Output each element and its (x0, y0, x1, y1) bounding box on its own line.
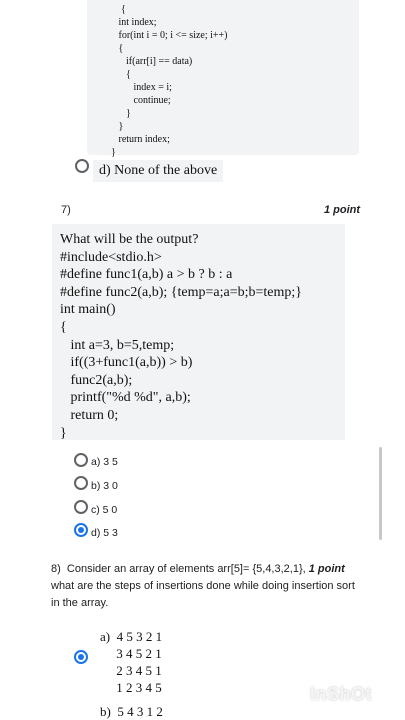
question-8-points: 1 point (308, 563, 345, 575)
option-a-label: a) 3 5 (91, 456, 118, 468)
option-b-radio[interactable] (74, 476, 88, 490)
question-7-number: 7) (61, 204, 71, 216)
option-d-label: d) 5 3 (91, 527, 118, 539)
question-8-option-a-text: a) 4 5 3 2 1 3 4 5 2 1 2 3 4 5 1 1 2 3 4 5 (100, 629, 163, 695)
prev-option-d-label: d) None of the above (93, 160, 223, 182)
question-8-option-a-radio-selected[interactable] (74, 650, 88, 664)
inshot-watermark: InShOt (310, 684, 372, 704)
option-b-label: b) 3 0 (91, 480, 118, 492)
scrollbar[interactable] (379, 447, 382, 540)
prev-option-d-radio[interactable] (75, 159, 89, 173)
option-c-label: c) 5 0 (91, 504, 118, 516)
question-8-prompt: 8) Consider an array of elements arr[5]= {5,4,3,2,1}, 1 point what are the steps of insertions done while doing insertion sort in the array. (51, 563, 355, 609)
question-7-code-text: What will be the output? #include<stdio.h> #define func1(a,b) a > b ? b : a #define func2(a,b); {temp=a;a=b;b=temp;} int main() { int a=3, b=5,temp; if((3+func1(a,b)) > b) func2(a,b); printf("%d %d", a,b); return 0; } (60, 232, 302, 441)
option-a-radio[interactable] (74, 453, 88, 467)
question-8-option-b-label: b) 5 4 3 1 2 (100, 704, 163, 719)
question-7-points: 1 point (324, 204, 361, 216)
option-d-radio-selected[interactable] (74, 523, 88, 537)
previous-code-text: { int index; for(int i = 0; i <= size; i++) { if(arr[i] == data) { index = i; continue; } } return index; } (111, 4, 228, 158)
question-8-number: 8) (51, 563, 61, 575)
option-c-radio[interactable] (74, 500, 88, 514)
